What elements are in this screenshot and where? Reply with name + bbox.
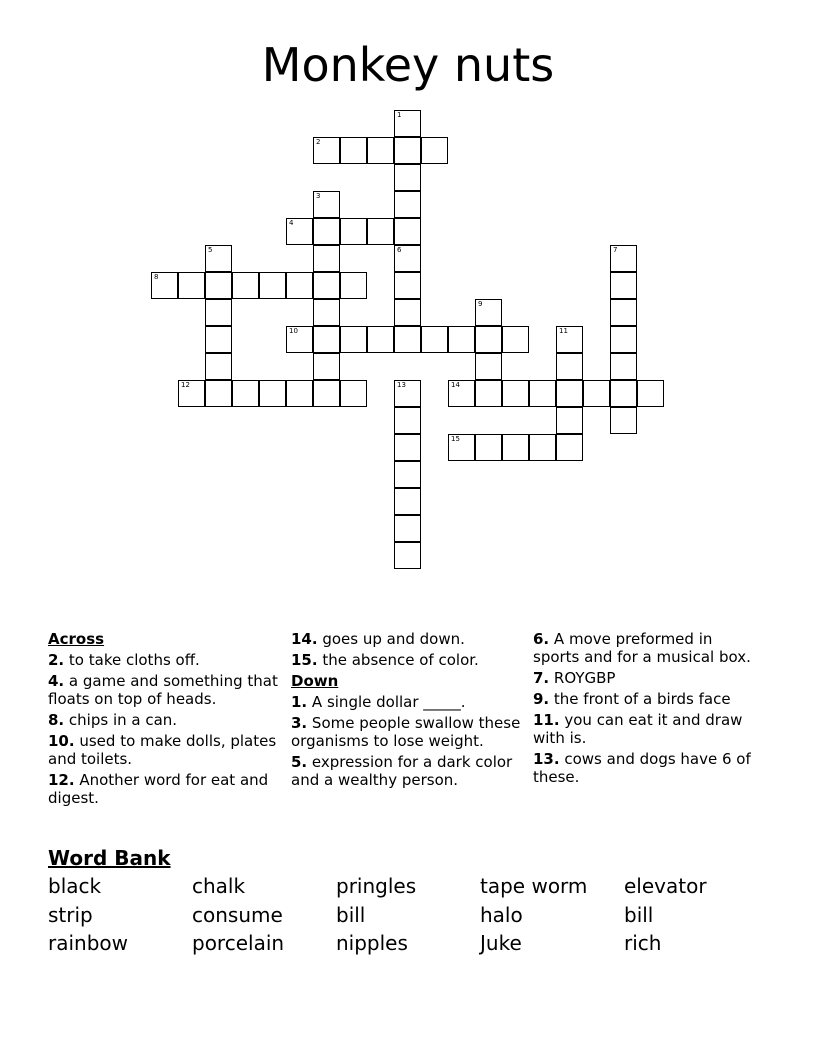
grid-cell[interactable] (205, 353, 232, 380)
grid-cell[interactable] (367, 218, 394, 245)
clue-across-10: 10. used to make dolls, plates and toilets. (48, 732, 277, 768)
grid-cell[interactable] (529, 434, 556, 461)
grid-cell[interactable] (259, 272, 286, 299)
grid-cell[interactable] (232, 272, 259, 299)
grid-cell[interactable] (556, 434, 583, 461)
grid-cell[interactable] (394, 488, 421, 515)
grid-cell[interactable] (394, 515, 421, 542)
grid-cell[interactable] (313, 326, 340, 353)
grid-cell[interactable] (367, 137, 394, 164)
grid-cell[interactable] (502, 326, 529, 353)
grid-cell[interactable] (583, 380, 610, 407)
grid-cell[interactable] (610, 353, 637, 380)
grid-cell[interactable] (313, 353, 340, 380)
clue-across-12: 12. Another word for eat and digest. (48, 771, 269, 807)
cell-number: 4 (289, 219, 294, 227)
grid-cell[interactable] (178, 272, 205, 299)
grid-cell[interactable] (637, 380, 664, 407)
grid-cell[interactable] (502, 380, 529, 407)
word-bank-item: bill (336, 903, 366, 927)
grid-cell[interactable] (448, 326, 475, 353)
grid-cell[interactable] (448, 434, 475, 461)
grid-cell[interactable] (394, 326, 421, 353)
grid-cell[interactable] (313, 191, 340, 218)
grid-cell[interactable] (205, 326, 232, 353)
grid-cell[interactable] (313, 245, 340, 272)
grid-cell[interactable] (259, 380, 286, 407)
grid-cell[interactable] (556, 380, 583, 407)
grid-cell[interactable] (286, 326, 313, 353)
cell-number: 5 (208, 246, 213, 254)
clues-column-2 (291, 630, 527, 792)
grid-cell[interactable] (394, 272, 421, 299)
grid-cell[interactable] (610, 272, 637, 299)
cell-number: 11 (559, 327, 568, 335)
cell-number: 2 (316, 138, 321, 146)
word-bank-item: consume (192, 903, 283, 927)
grid-cell[interactable] (340, 326, 367, 353)
grid-cell[interactable] (178, 380, 205, 407)
cell-number: 3 (316, 192, 321, 200)
grid-cell[interactable] (610, 245, 637, 272)
word-bank-item: nipples (336, 931, 408, 955)
grid-cell[interactable] (286, 272, 313, 299)
word-bank-item: bill (624, 903, 654, 927)
grid-cell[interactable] (340, 137, 367, 164)
word-bank-item: rainbow (48, 931, 128, 955)
grid-cell[interactable] (313, 218, 340, 245)
grid-cell[interactable] (205, 380, 232, 407)
clue-across-8: 8. chips in a can. (48, 711, 178, 729)
grid-cell[interactable] (610, 407, 637, 434)
clue-down-9: 9. the front of a birds face (533, 690, 731, 708)
grid-cell[interactable] (340, 272, 367, 299)
grid-cell[interactable] (313, 380, 340, 407)
word-bank-item: black (48, 874, 102, 898)
across-header: Across (48, 630, 105, 648)
cell-number: 10 (289, 327, 298, 335)
word-bank-item: Juke (480, 931, 522, 955)
word-bank-item: tape worm (480, 874, 588, 898)
cell-number: 6 (397, 246, 402, 254)
cell-number: 1 (397, 111, 402, 119)
clue-down-13: 13. cows and dogs have 6 of these. (533, 750, 751, 786)
word-bank-item: elevator (624, 874, 707, 898)
clue-across-15: 15. the absence of color. (291, 651, 479, 669)
grid-cell[interactable] (556, 407, 583, 434)
grid-cell[interactable] (394, 434, 421, 461)
clue-down-3: 3. Some people swallow these organisms to lose weight. (291, 714, 521, 750)
word-bank-item: rich (624, 931, 662, 955)
cell-number: 9 (478, 300, 483, 308)
grid-cell[interactable] (286, 380, 313, 407)
grid-cell[interactable] (475, 299, 502, 326)
cell-number: 13 (397, 381, 406, 389)
grid-cell[interactable] (475, 326, 502, 353)
grid-cell[interactable] (394, 299, 421, 326)
word-bank-item: pringles (336, 874, 417, 898)
cell-number: 15 (451, 435, 460, 443)
clue-down-5: 5. expression for a dark color and a wealthy person. (291, 753, 513, 789)
grid-cell[interactable] (313, 299, 340, 326)
grid-cell[interactable] (313, 137, 340, 164)
grid-cell[interactable] (394, 245, 421, 272)
word-bank-item: halo (480, 903, 523, 927)
grid-cell[interactable] (529, 380, 556, 407)
grid-cell[interactable] (421, 137, 448, 164)
clue-down-7: 7. ROYGBP (533, 669, 616, 687)
clue-down-6: 6. A move preformed in sports and for a musical box. (533, 630, 751, 666)
clue-down-1: 1. A single dollar _____. (291, 693, 466, 711)
cell-number: 8 (154, 273, 159, 281)
word-bank-item: strip (48, 903, 93, 927)
clue-across-2: 2. to take cloths off. (48, 651, 200, 669)
clue-down-11: 11. you can eat it and draw with is. (533, 711, 743, 747)
word-bank-item: chalk (192, 874, 246, 898)
word-bank-title: Word Bank (48, 846, 171, 870)
grid-cell[interactable] (340, 380, 367, 407)
cell-number: 7 (613, 246, 618, 254)
grid-cell[interactable] (394, 461, 421, 488)
cell-number: 12 (181, 381, 190, 389)
grid-cell[interactable] (475, 353, 502, 380)
grid-cell[interactable] (367, 326, 394, 353)
grid-cell[interactable] (610, 299, 637, 326)
grid-cell[interactable] (448, 380, 475, 407)
grid-cell[interactable] (151, 272, 178, 299)
grid-cell[interactable] (556, 326, 583, 353)
grid-cell[interactable] (610, 326, 637, 353)
grid-cell[interactable] (394, 137, 421, 164)
grid-cell[interactable] (394, 380, 421, 407)
grid-cell[interactable] (394, 191, 421, 218)
grid-cell[interactable] (394, 218, 421, 245)
page-title: Monkey nuts (261, 38, 555, 92)
grid-cell[interactable] (394, 164, 421, 191)
grid-cell[interactable] (421, 326, 448, 353)
grid-cell[interactable] (205, 299, 232, 326)
word-bank-item: porcelain (192, 931, 285, 955)
grid-cell[interactable] (610, 380, 637, 407)
clue-across-4: 4. a game and something that floats on top of heads. (48, 672, 278, 708)
cell-number: 14 (451, 381, 460, 389)
grid-cell[interactable] (556, 353, 583, 380)
grid-cell[interactable] (205, 245, 232, 272)
grid-cell[interactable] (394, 542, 421, 569)
grid-cell[interactable] (502, 434, 529, 461)
grid-cell[interactable] (286, 218, 313, 245)
clues-column-1 (48, 630, 284, 810)
grid-cell[interactable] (394, 110, 421, 137)
grid-cell[interactable] (232, 380, 259, 407)
down-header: Down (291, 672, 339, 690)
grid-cell[interactable] (475, 380, 502, 407)
clues-column-3 (533, 630, 763, 789)
grid-cell[interactable] (205, 272, 232, 299)
grid-cell[interactable] (340, 218, 367, 245)
clue-across-14: 14. goes up and down. (291, 630, 465, 648)
grid-cell[interactable] (475, 434, 502, 461)
grid-cell[interactable] (394, 407, 421, 434)
grid-cell[interactable] (313, 272, 340, 299)
